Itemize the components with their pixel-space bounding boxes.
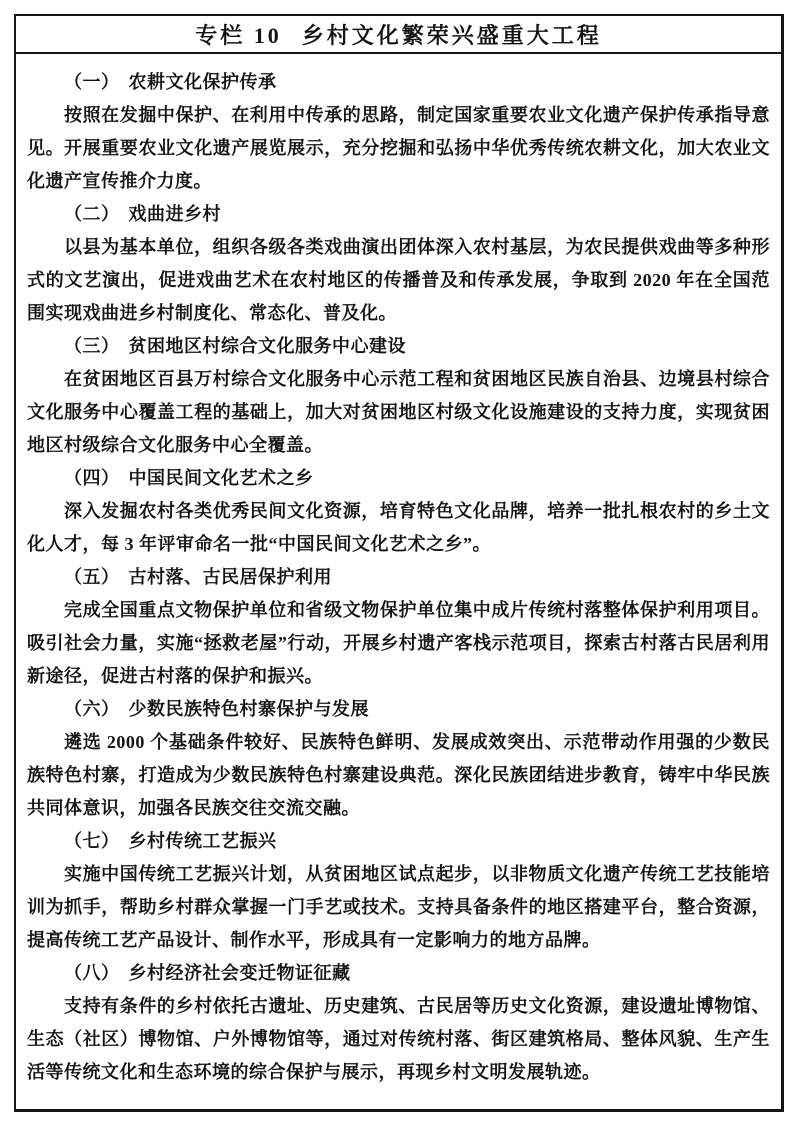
section-number: （五） [64,567,120,587]
panel-title-text: 乡村文化繁荣兴盛重大工程 [301,22,602,48]
section-title: 古村落、古民居保护利用 [128,567,332,587]
section-heading [27,561,770,594]
section [27,330,770,462]
section [27,198,770,330]
section-title: 农耕文化保护传承 [128,72,277,92]
panel-title [16,16,781,54]
section-paragraph: 实施中国传统工艺振兴计划，从贫困地区试点起步，以非物质文化遗产传统工艺技能培训为抓手，帮助乡村群众掌握一门手艺或技术。支持具备条件的地区搭建平台，整合资源，提高传统工艺产品设计、制作水平，形成具有一定影响力的地方品牌。 [27,864,770,950]
panel-title-label: 专栏 10 [195,22,282,48]
section-paragraph: 深入发掘农村各类优秀民间文化资源，培育特色文化品牌，培养一批扎根农村的乡土文化人才，每 3 年评审命名一批“中国民间文化艺术之乡”。 [27,501,770,554]
section-title: 乡村传统工艺振兴 [128,831,277,851]
section-number: （三） [64,336,120,356]
section [27,825,770,957]
section-number: （八） [64,963,120,983]
section [27,957,770,1089]
section [27,561,770,693]
section-paragraph: 以县为基本单位，组织各级各类戏曲演出团体深入农村基层，为农民提供戏曲等多种形式的文艺演出，促进戏曲艺术在农村地区的传播普及和传承发展，争取到 2020 年在全国范围实现戏曲进乡村制度化、常态化、普及化。 [27,237,770,323]
section [27,66,770,198]
section-heading [27,957,770,990]
section-title: 乡村经济社会变迁物证征藏 [128,963,351,983]
section-heading [27,462,770,495]
section-paragraph: 支持有条件的乡村依托古遗址、历史建筑、古民居等历史文化资源，建设遗址博物馆、生态（社区）博物馆、户外博物馆等，通过对传统村落、街区建筑格局、整体风貌、生产生活等传统文化和生态环境的综合保护与展示，再现乡村文明发展轨迹。 [27,996,770,1082]
section-title: 贫困地区村综合文化服务中心建设 [128,336,406,356]
section-paragraph: 按照在发掘中保护、在利用中传承的思路，制定国家重要农业文化遗产保护传承指导意见。开展重要农业文化遗产展览展示，充分挖掘和弘扬中华优秀传统农耕文化，加大农业文化遗产宣传推介力度。 [27,105,770,191]
section-paragraph: 完成全国重点文物保护单位和省级文物保护单位集中成片传统村落整体保护利用项目。吸引社会力量，实施“拯救老屋”行动，开展乡村遗产客栈示范项目，探索古村落古民居利用新途径，促进古村落的保护和振兴。 [27,600,770,686]
section-heading [27,66,770,99]
section-heading [27,198,770,231]
section [27,693,770,825]
panel-body [16,54,781,1089]
section-number: （一） [64,72,120,92]
section-number: （四） [64,468,120,488]
section-heading [27,330,770,363]
section-paragraph: 遴选 2000 个基础条件较好、民族特色鲜明、发展成效突出、示范带动作用强的少数民族特色村寨，打造成为少数民族特色村寨建设典范。深化民族团结进步教育，铸牢中华民族共同体意识，加强各民族交往交流交融。 [27,732,770,818]
section-paragraph: 在贫困地区百县万村综合文化服务中心示范工程和贫困地区民族自治县、边境县村综合文化服务中心覆盖工程的基础上，加大对贫困地区村级文化设施建设的支持力度，实现贫困地区村级综合文化服务中心全覆盖。 [27,369,770,455]
section-number: （六） [64,699,120,719]
section-title: 中国民间文化艺术之乡 [128,468,314,488]
section-title: 戏曲进乡村 [128,204,221,224]
section-title: 少数民族特色村寨保护与发展 [128,699,369,719]
section-number: （七） [64,831,120,851]
document-panel [14,14,784,1112]
section [27,462,770,561]
section-number: （二） [64,204,120,224]
section-heading [27,693,770,726]
section-heading [27,825,770,858]
